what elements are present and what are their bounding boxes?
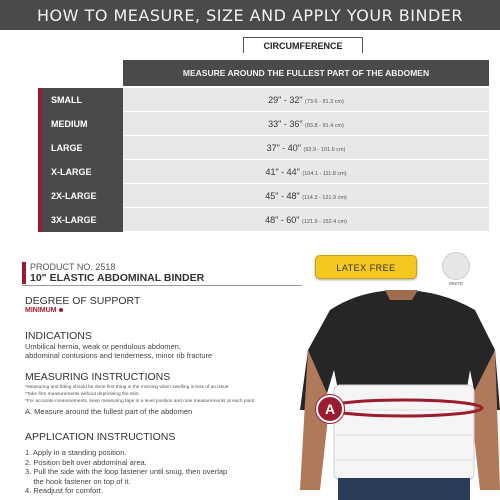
application-step: 3. Pull the side with the loop fastener until snug, then overlap	[25, 467, 228, 476]
size-row-medium	[38, 112, 489, 136]
inches-value: 45" - 48"	[265, 191, 300, 201]
cm-value: (104.1 - 111.8 cm)	[302, 171, 347, 177]
size-row-2x-large	[38, 184, 489, 208]
support-level	[25, 307, 63, 314]
divider	[22, 285, 302, 286]
measuring-title: MEASURING INSTRUCTIONS	[25, 371, 171, 383]
measuring-step-a: A. Measure around the fullest part of the abdomen	[25, 407, 193, 416]
measuring-note: *Take firm measurements without depressing the skin.	[25, 392, 140, 397]
size-row-x-large	[38, 160, 489, 184]
page-title: HOW TO MEASURE, SIZE AND APPLY YOUR BINDER	[37, 6, 463, 25]
size-label: SMALL	[38, 88, 123, 112]
size-label: 3X-LARGE	[38, 208, 123, 232]
inches-value: 29" - 32"	[268, 95, 303, 105]
support-title: DEGREE OF SUPPORT	[25, 295, 141, 307]
color-swatch	[442, 252, 470, 280]
size-row-small	[38, 88, 489, 112]
measure-column-header: MEASURE AROUND THE FULLEST PART OF THE ABDOMEN	[123, 60, 489, 86]
indications-title: INDICATIONS	[25, 330, 92, 342]
application-title: APPLICATION INSTRUCTIONS	[25, 431, 176, 443]
cm-value: (121.9 - 152.4 cm)	[302, 219, 347, 225]
inches-value: 37" - 40"	[266, 143, 301, 153]
application-step: the hook fastener on top of it.	[25, 476, 131, 486]
application-steps	[25, 448, 227, 496]
application-step: 4. Readjust for comfort.	[25, 486, 103, 495]
measuring-note: *For accurate measurements, keep measuring tape in a level position and note measurements at each point.	[25, 399, 256, 404]
application-step: 1. Apply in a standing position.	[25, 448, 127, 457]
level-dot-icon	[59, 308, 63, 312]
cm-value: (114.3 - 121.9 cm)	[302, 195, 347, 201]
size-label: 2X-LARGE	[38, 184, 123, 208]
cm-value: (83.8 - 91.4 cm)	[305, 123, 344, 129]
inches-value: 48" - 60"	[265, 215, 300, 225]
application-step: 2. Position belt over abdominal area.	[25, 457, 147, 467]
color-swatch-label: WHITE	[448, 281, 464, 286]
support-level-text: MINIMUM	[25, 307, 57, 314]
circumference-tab: CIRCUMFERENCE	[243, 37, 363, 53]
accent-bar	[22, 262, 26, 284]
size-value	[123, 112, 489, 136]
cm-value: (93.9 - 101.6 cm)	[303, 147, 346, 153]
latex-free-badge: LATEX FREE	[315, 255, 417, 279]
indications-line: abdominal contusions and tenderness, minor rib fracture	[25, 351, 213, 360]
size-row-3x-large	[38, 208, 489, 232]
cm-value: (73.6 - 81.3 cm)	[305, 99, 344, 105]
product-number: PRODUCT NO. 2518	[30, 262, 116, 272]
size-value	[123, 136, 489, 160]
size-label: LARGE	[38, 136, 123, 160]
size-value	[123, 208, 489, 232]
size-label: X-LARGE	[38, 160, 123, 184]
size-value	[123, 184, 489, 208]
size-label: MEDIUM	[38, 112, 123, 136]
size-row-large	[38, 136, 489, 160]
inches-value: 33" - 36"	[268, 119, 303, 129]
measuring-note: *Measuring and fitting should be done first thing in the morning when swelling is less of an issue.	[25, 385, 230, 390]
measure-point-a-badge: A	[316, 395, 344, 423]
size-value	[123, 88, 489, 112]
size-value	[123, 160, 489, 184]
top-banner	[0, 0, 500, 30]
inches-value: 41" - 44"	[265, 167, 300, 177]
product-name: 10" ELASTIC ABDOMINAL BINDER	[30, 272, 205, 284]
indications-line: Umbilical hernia, weak or pendulous abdomen,	[25, 342, 181, 351]
